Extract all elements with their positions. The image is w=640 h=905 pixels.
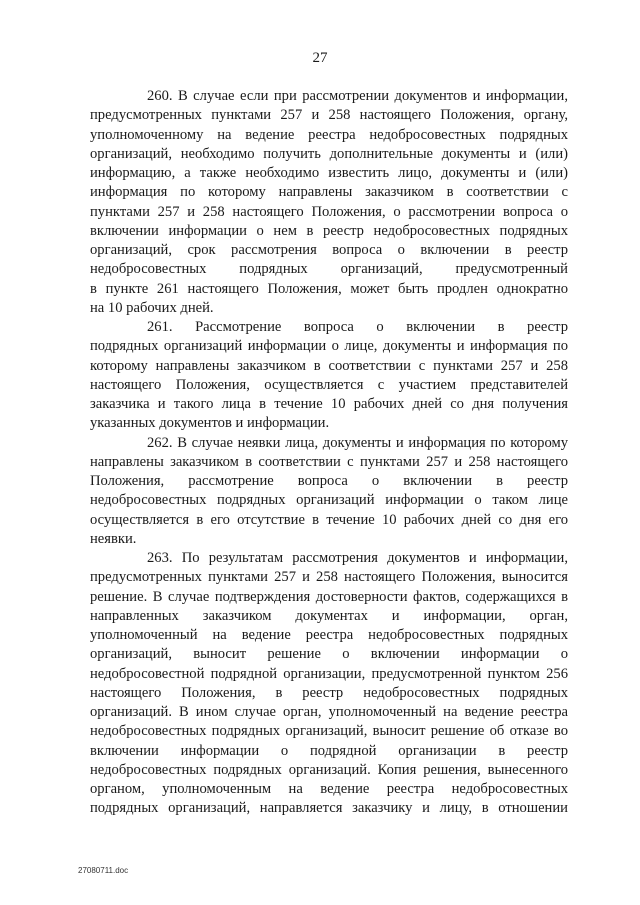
footer-filename: 27080711.doc (78, 866, 129, 875)
text-line: включении информации о подрядной организации в реестр (90, 742, 568, 759)
text-line: настоящего Положения, в реестр недобросовестных подрядных (90, 684, 568, 701)
paragraph (90, 549, 568, 819)
text-line: организаций, срок рассмотрения вопроса о включении в реестр (90, 242, 568, 258)
text-line: 260. В случае если при рассмотрении документов и информации, (147, 88, 568, 104)
paragraph (90, 87, 568, 318)
text-line: на 10 рабочих дней. (90, 299, 214, 316)
paragraph (90, 434, 568, 550)
text-line: заказчика и такого лица в течение 10 рабочих дней со дня получения (90, 396, 568, 412)
text-line: 263. По результатам рассмотрения документов и информации, (147, 550, 568, 566)
text-line: неявки. (90, 530, 137, 547)
text-line: включении информации о нем в реестр недобросовестных подрядных (90, 222, 568, 239)
text-line: уполномоченному на ведение реестра недобросовестных подрядных (90, 126, 568, 143)
text-line: направленных заказчиком документах и информации, орган, (90, 607, 568, 624)
text-line: организаций, выносит решение о включении информации о (90, 646, 568, 663)
text-line: пунктами 257 и 258 настоящего Положения, о рассмотрении вопроса о (90, 203, 568, 220)
text-line: недобросовестных подрядных организаций, предусмотренный (90, 261, 568, 278)
text-line: предусмотренных пунктами 257 и 258 настоящего Положения, выносится (90, 569, 568, 586)
paragraph (90, 318, 568, 434)
text-line: предусмотренных пунктами 257 и 258 настоящего Положения, органу, (90, 107, 568, 124)
text-line: указанных документов и информации. (90, 415, 330, 432)
document-body (90, 87, 568, 819)
text-line: Положения, рассмотрение вопроса о включении в реестр (90, 473, 568, 489)
text-line: в пункте 261 настоящего Положения, может быть продлен однократно (90, 280, 568, 297)
text-line: уполномоченный на ведение реестра недобросовестных подрядных (90, 627, 568, 643)
text-line: информацию, а также необходимо известить лицо, документы и (или) (90, 165, 568, 181)
text-line: недобросовестных подрядных организаций, выносит решение об отказе во (90, 723, 568, 740)
text-line: 262. В случае неявки лица, документы и информация по которому (147, 434, 568, 451)
text-line: подрядных организаций информации о лице, документы и информация по (90, 338, 568, 355)
page-number: 27 (312, 50, 328, 66)
text-line: недобросовестных подрядных организаций. Копия решения, вынесенного (90, 761, 568, 778)
text-line: осуществляется в его отсутствие в течение 10 рабочих дней со дня его (90, 511, 568, 528)
text-line: которому направлены заказчиком в соответствии с пунктами 257 и 258 (90, 357, 568, 374)
text-line: организаций, необходимо получить дополнительные документы и (или) (90, 145, 568, 162)
text-line: недобросовестных подрядных организаций информации о таком лице (90, 492, 568, 509)
text-line: направлены заказчиком в соответствии с пунктами 257 и 258 настоящего (90, 453, 568, 470)
text-line: организаций. В ином случае орган, уполномоченный на ведение реестра (90, 704, 568, 720)
text-line: информация по которому направлены заказчиком в соответствии с (90, 184, 568, 201)
text-line: решение. В случае подтверждения достоверности фактов, содержащихся в (90, 588, 568, 605)
text-line: органом, уполномоченным на ведение реестра недобросовестных (90, 781, 568, 797)
text-line: настоящего Положения, осуществляется с участием представителей (90, 376, 568, 393)
text-line: 261. Рассмотрение вопроса о включении в реестр (147, 319, 568, 335)
text-line: недобросовестной подрядной организации, предусмотренной пунктом 256 (90, 665, 568, 682)
text-line: подрядных организаций, направляется заказчику и лицу, в отношении (90, 800, 568, 817)
